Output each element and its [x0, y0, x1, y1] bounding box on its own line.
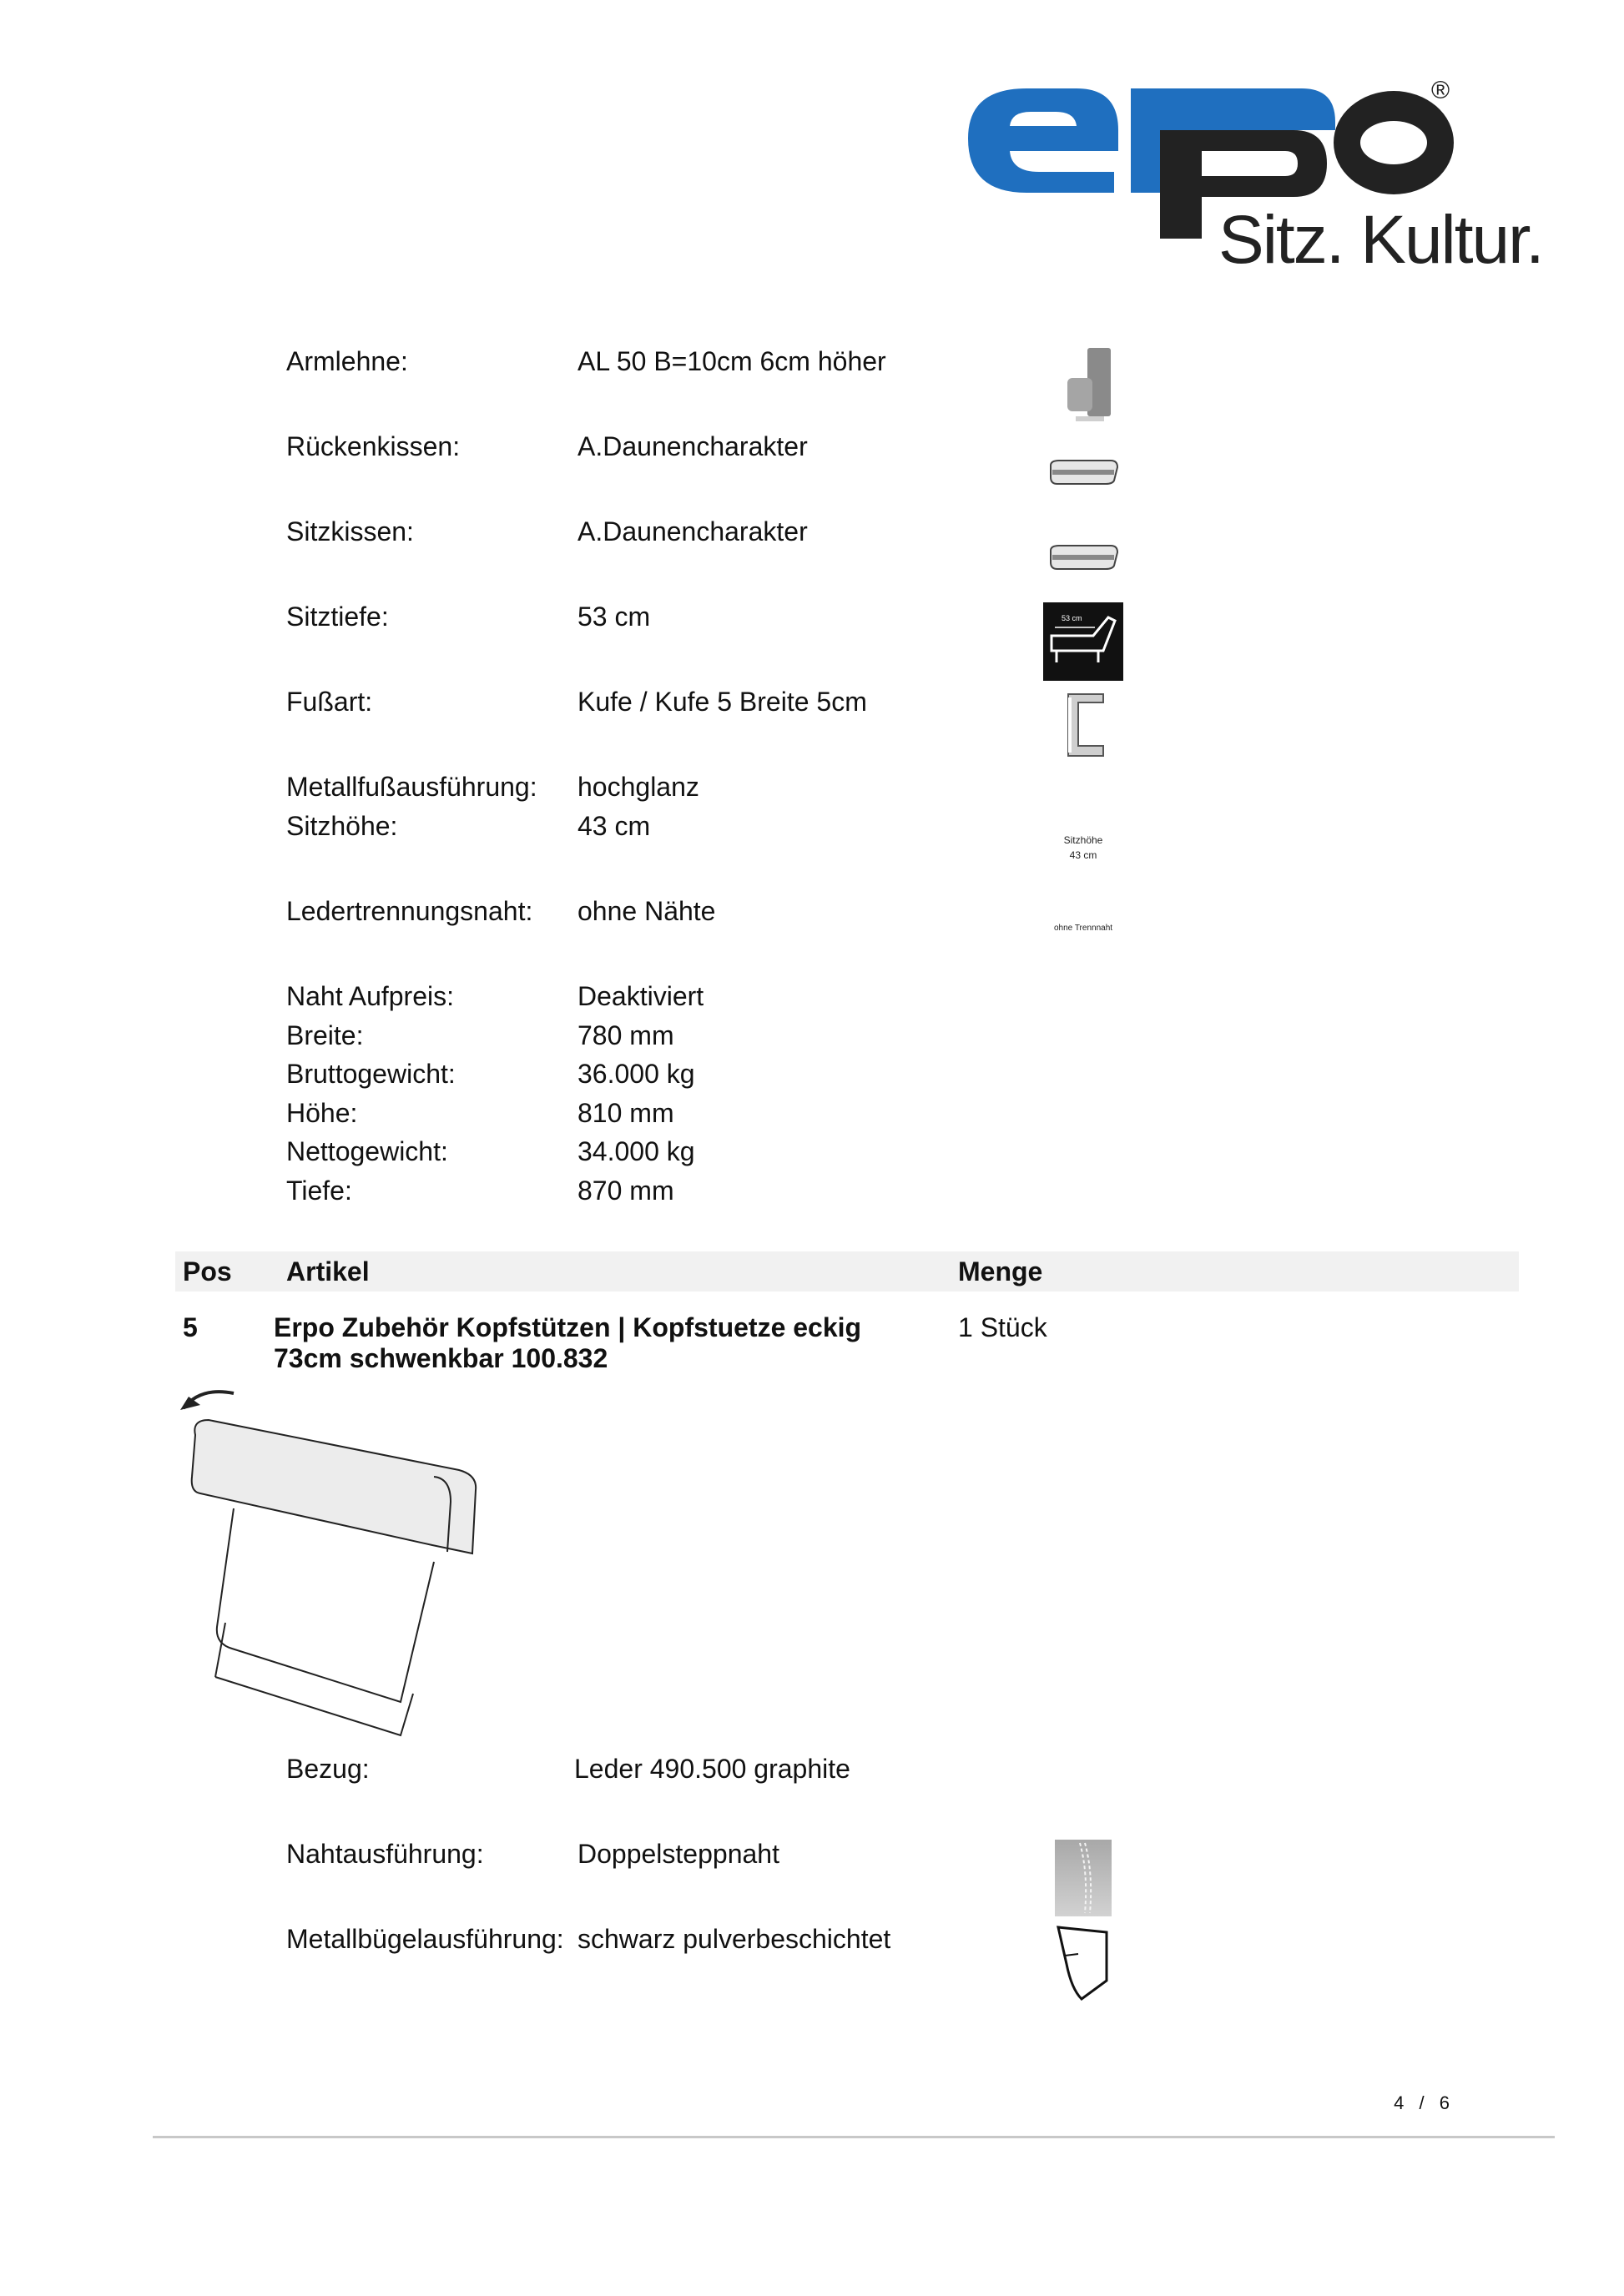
registered-mark: ®: [1431, 77, 1450, 104]
stitch-line-icon: [1055, 1840, 1112, 1916]
property-label: Sitzhöhe:: [286, 811, 398, 841]
property-value: hochglanz: [577, 772, 699, 802]
item-property-value: Leder 490.500 graphite: [574, 1754, 850, 1784]
seat-cushion-icon: [1047, 542, 1119, 571]
property-value: 780 mm: [577, 1020, 674, 1050]
seam-caption: ohne Trennnaht: [1053, 924, 1113, 933]
armrest-icon: [1064, 345, 1114, 425]
page-separator: /: [1419, 2092, 1430, 2113]
property-value: ohne Nähte: [577, 896, 716, 926]
property-value: 53 cm: [577, 602, 651, 632]
metal-bracket-icon: [1053, 1922, 1113, 2002]
erpo-logo: [951, 73, 1561, 278]
item-property-label: Nahtausführung:: [286, 1839, 484, 1869]
back-cushion-icon: [1047, 457, 1119, 486]
item-property-label: Bezug:: [286, 1754, 370, 1784]
footer-divider: [153, 2136, 1555, 2138]
seat-height-caption: [1043, 833, 1123, 863]
header-artikel: Artikel: [286, 1256, 370, 1286]
property-label: Armlehne:: [286, 346, 408, 376]
logo-tagline: Sitz. Kultur.: [1218, 202, 1543, 278]
property-label: Metallfußausführung:: [286, 772, 537, 802]
property-value: A.Daunencharakter: [577, 516, 808, 546]
seat-height-caption-value: 43 cm: [1069, 849, 1097, 861]
item-property-value: Doppelsteppnaht: [577, 1839, 779, 1869]
seat-depth-diagram-icon: [1043, 602, 1123, 681]
property-value: AL 50 B=10cm 6cm höher: [577, 346, 886, 376]
seat-depth-measure: 53 cm: [1062, 614, 1082, 622]
item-quantity: 1 Stück: [958, 1312, 1047, 1342]
item-title-line2: 73cm schwenkbar 100.832: [274, 1343, 608, 1373]
property-value: 810 mm: [577, 1098, 674, 1128]
header-pos: Pos: [183, 1256, 232, 1286]
runner-foot-icon: [1058, 691, 1112, 761]
property-value: 34.000 kg: [577, 1136, 695, 1166]
table-header-row: [175, 1251, 1519, 1292]
property-label: Ledertrennungsnaht:: [286, 896, 533, 926]
page-number: [1394, 2092, 1455, 2114]
item-property-label: Metallbügelausführung:: [286, 1924, 564, 1954]
item-property-value: schwarz pulverbeschichtet: [577, 1924, 891, 1954]
property-label: Tiefe:: [286, 1176, 352, 1206]
property-label: Fußart:: [286, 687, 373, 717]
seat-height-caption-title: Sitzhöhe: [1063, 834, 1103, 846]
property-value: 43 cm: [577, 811, 651, 841]
property-label: Sitzkissen:: [286, 516, 414, 546]
headrest-illustration-icon: [175, 1377, 492, 1752]
property-value: Deaktiviert: [577, 981, 704, 1011]
item-pos: 5: [183, 1312, 198, 1342]
property-value: Kufe / Kufe 5 Breite 5cm: [577, 687, 867, 717]
page-total: 6: [1439, 2092, 1455, 2113]
item-title-line1: Erpo Zubehör Kopfstützen | Kopfstuetze eckig: [274, 1312, 862, 1342]
property-label: Sitztiefe:: [286, 602, 389, 632]
property-label: Höhe:: [286, 1098, 358, 1128]
property-label: Rückenkissen:: [286, 431, 461, 461]
header-menge: Menge: [958, 1256, 1043, 1286]
page-current: 4: [1394, 2092, 1410, 2113]
property-label: Naht Aufpreis:: [286, 981, 454, 1011]
property-label: Bruttogewicht:: [286, 1059, 456, 1089]
property-value: A.Daunencharakter: [577, 431, 808, 461]
property-value: 870 mm: [577, 1176, 674, 1206]
property-value: 36.000 kg: [577, 1059, 695, 1089]
property-label: Breite:: [286, 1020, 364, 1050]
property-label: Nettogewicht:: [286, 1136, 448, 1166]
double-stitch-swatch-icon: [1055, 1840, 1112, 1916]
seat-depth-icon: [1043, 602, 1123, 681]
